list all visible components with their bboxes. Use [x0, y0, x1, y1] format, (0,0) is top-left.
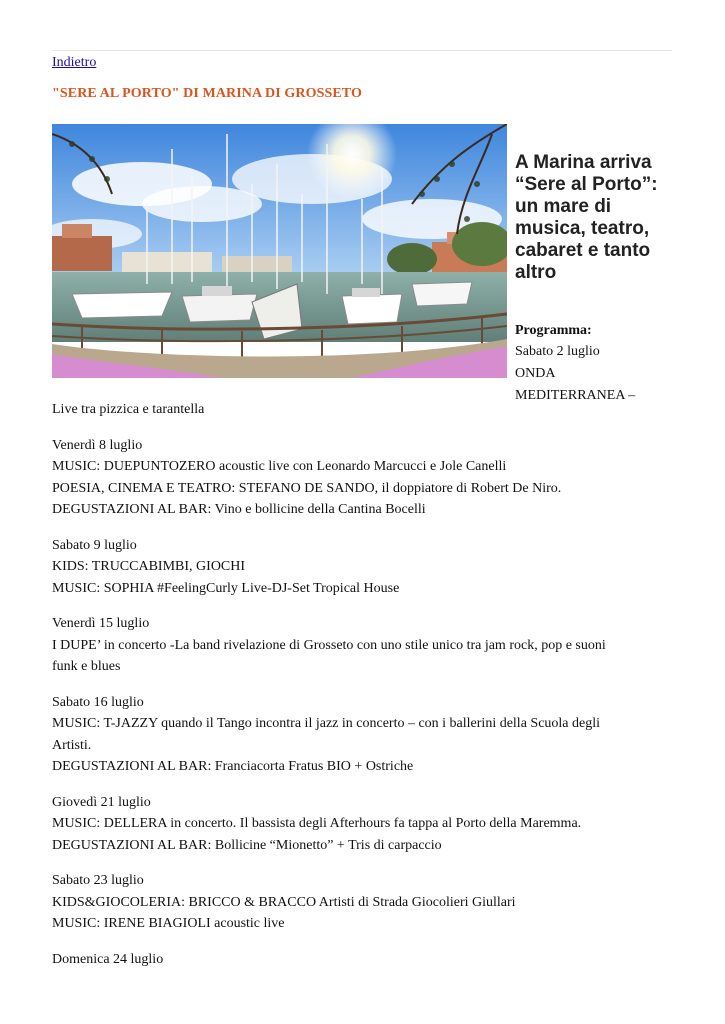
first-event-title-b: MEDITERRANEA – [515, 388, 636, 403]
event-day: Venerdì 8 luglio [52, 437, 143, 453]
programma-label: Programma: [515, 323, 592, 338]
event-block [52, 435, 682, 521]
event-line: KIDS: TRUCCABIMBI, GIOCHI [52, 559, 246, 574]
back-link[interactable]: Indietro [52, 55, 97, 70]
event-line: MUSIC: SOPHIA #FeelingCurly Live-DJ-Set Tropical House [52, 580, 400, 596]
event-block [52, 692, 682, 778]
event-day: Sabato 23 luglio [52, 873, 144, 888]
event-block [52, 535, 682, 600]
event-day: Sabato 9 luglio [52, 537, 137, 553]
event-block [52, 870, 682, 935]
sidebar-text [515, 152, 675, 407]
first-event-continuation: Live tra pizzica e tarantella [52, 402, 205, 417]
event-block [52, 613, 682, 678]
first-event-day: Sabato 2 luglio [515, 344, 600, 359]
event-line: DEGUSTAZIONI AL BAR: Bollicine “Mionetto” + Tris di carpaccio [52, 837, 442, 853]
event-day: Domenica 24 luglio [52, 951, 164, 967]
event-line: DEGUSTAZIONI AL BAR: Vino e bollicine della Cantina Bocelli [52, 502, 426, 517]
event-line: Artisti. [52, 737, 92, 753]
first-event-title-a: ONDA [515, 366, 556, 381]
event-line: MUSIC: T-JAZZY quando il Tango incontra il jazz in concerto – con i ballerini della Scuola degli [52, 716, 601, 731]
top-divider [52, 50, 672, 51]
headline: A Marina arriva “Sere al Porto”: un mare di musica, teatro, cabaret e tanto altro [515, 152, 658, 283]
event-line: DEGUSTAZIONI AL BAR: Franciacorta Fratus BIO + Ostriche [52, 759, 414, 774]
page-title: "SERE AL PORTO" DI MARINA DI GROSSETO [52, 86, 362, 101]
event-line: MUSIC: IRENE BIAGIOLI acoustic live [52, 916, 285, 931]
event-day: Sabato 16 luglio [52, 694, 144, 710]
event-block [52, 949, 682, 971]
event-day: Giovedì 21 luglio [52, 794, 151, 810]
event-day: Venerdì 15 luglio [52, 616, 150, 631]
event-line: MUSIC: DELLERA in concerto. Il bassista degli Afterhours fa tappa al Porto della Maremma. [52, 816, 582, 831]
program-list [52, 399, 682, 984]
event-line: POESIA, CINEMA E TEATRO: STEFANO DE SANDO, il doppiatore di Robert De Niro. [52, 480, 562, 496]
event-line: MUSIC: DUEPUNTOZERO acoustic live con Leonardo Marcucci e Jole Canelli [52, 459, 507, 474]
harbor-photo [52, 124, 507, 378]
event-block [52, 792, 682, 857]
event-line: funk e blues [52, 659, 121, 674]
event-line: KIDS&GIOCOLERIA: BRICCO & BRACCO Artisti di Strada Giocolieri Giullari [52, 894, 516, 910]
event-line: I DUPE’ in concerto -La band rivelazione di Grosseto con uno stile unico tra jam rock, pop e suoni [52, 637, 606, 653]
